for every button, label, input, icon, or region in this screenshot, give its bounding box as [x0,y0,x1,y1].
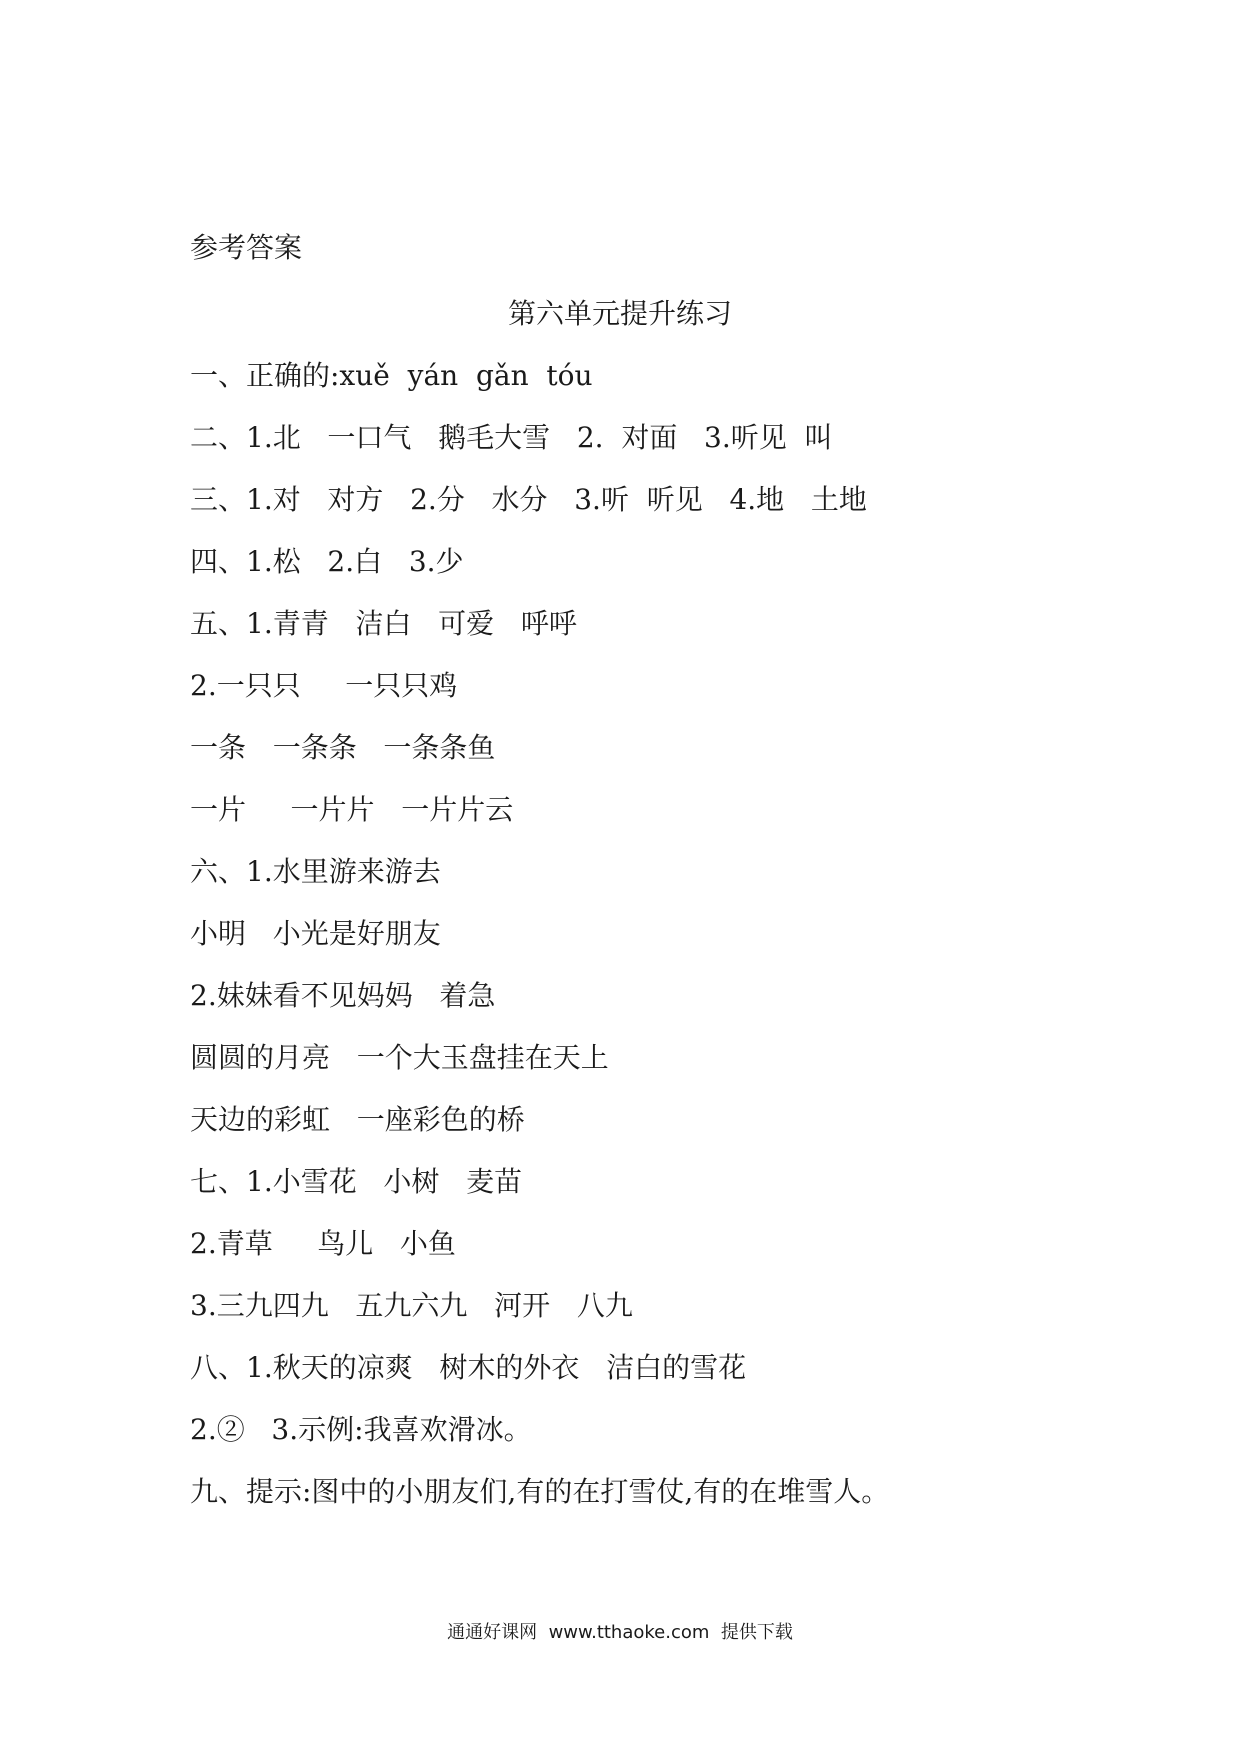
answer-line-16: 3.三九四九 五九六九 河开 八九 [190,1289,633,1322]
answer-line-3: 三、1.对 对方 2.分 水分 3.听 听见 4.地 土地 [190,483,867,516]
answer-line-8: 一片 一片片 一片片云 [190,793,514,826]
answer-key-heading: 参考答案 [190,231,303,264]
download-source-footer: 通通好课网 www.tthaoke.com 提供下载 [447,1622,793,1643]
answer-line-11: 2.妹妹看不见妈妈 着急 [190,979,496,1012]
answer-line-12: 圆圆的月亮 一个大玉盘挂在天上 [190,1041,609,1074]
page-title: 第六单元提升练习 [507,297,732,330]
answer-line-5: 五、1.青青 洁白 可爱 呼呼 [190,607,577,640]
answer-line-19: 九、提示:图中的小朋友们,有的在打雪仗,有的在堆雪人。 [190,1475,890,1508]
answer-line-4: 四、1.松 2.白 3.少 [190,545,464,578]
answer-line-15: 2.青草 鸟儿 小鱼 [190,1227,456,1260]
answer-line-17: 八、1.秋天的凉爽 树木的外衣 洁白的雪花 [190,1351,747,1384]
answer-line-10: 小明 小光是好朋友 [190,917,441,950]
answer-line-13: 天边的彩虹 一座彩色的桥 [190,1103,525,1136]
answer-line-6: 2.一只只 一只只鸡 [190,669,458,702]
answer-line-2: 二、1.北 一口气 鹅毛大雪 2. 对面 3.听见 叫 [190,421,833,454]
answer-line-14: 七、1.小雪花 小树 麦苗 [190,1165,523,1198]
answer-line-18: 2.② 3.示例:我喜欢滑冰。 [190,1413,532,1446]
answer-line-1: 一、正确的:xuě yán gǎn tóu [190,359,593,392]
answer-line-7: 一条 一条条 一条条鱼 [190,731,496,764]
answer-line-9: 六、1.水里游来游去 [190,855,441,888]
